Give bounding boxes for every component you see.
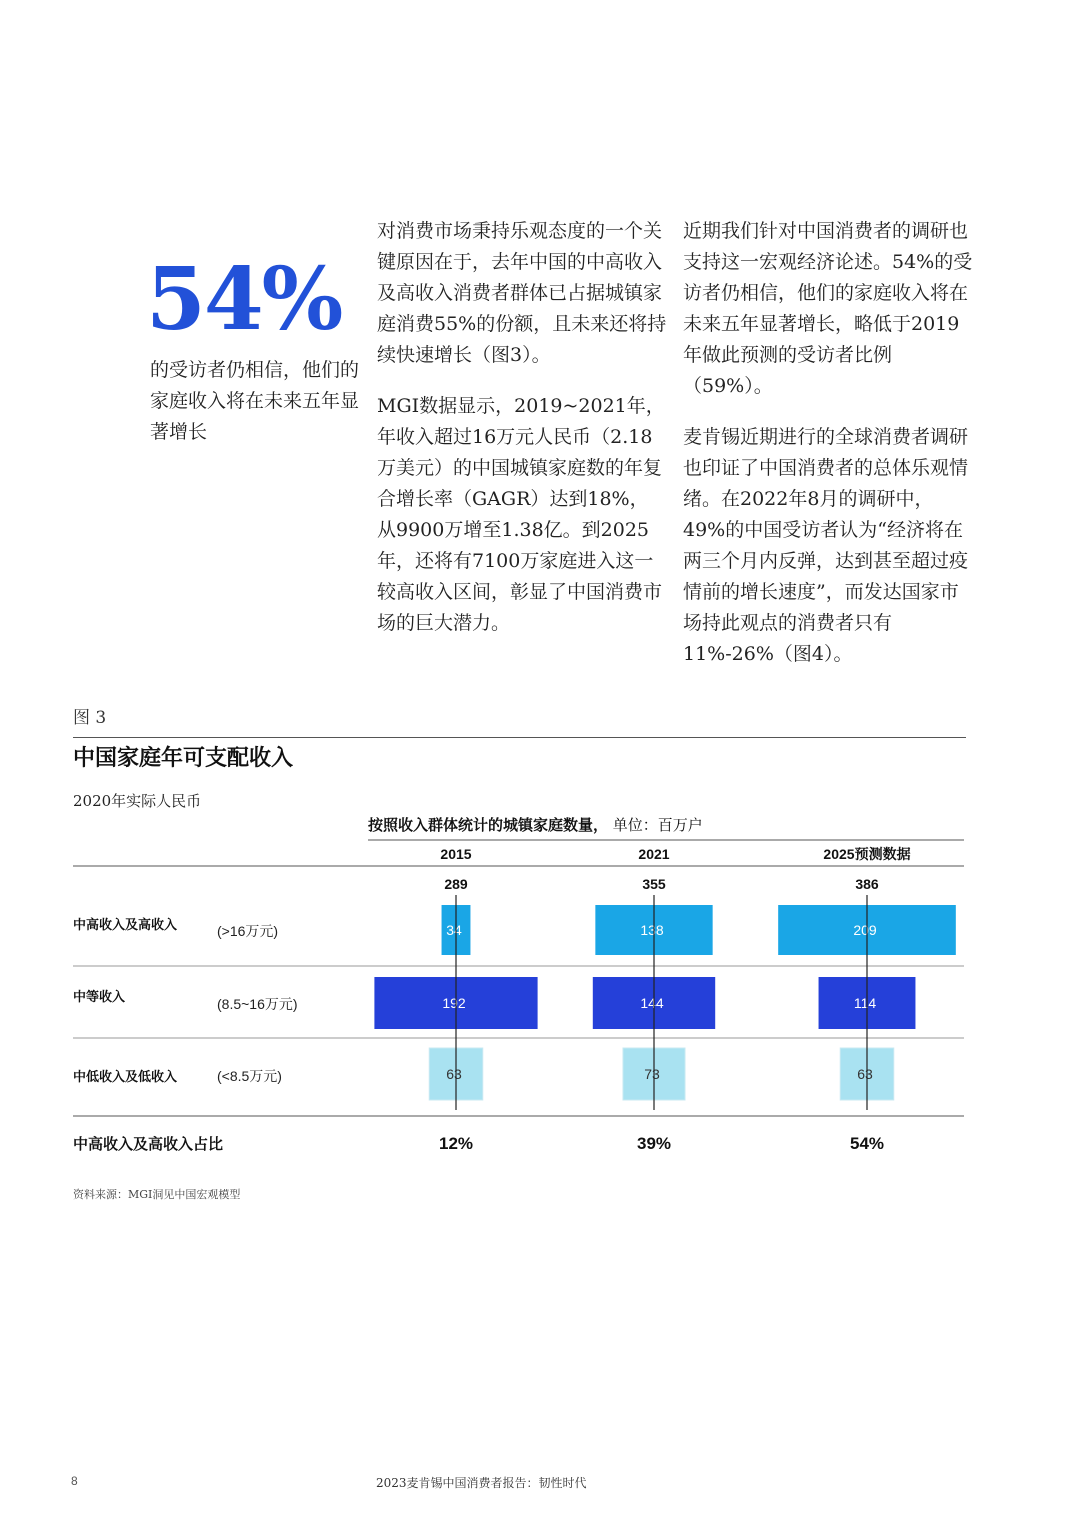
row-range-high: (>16万元) — [217, 923, 279, 939]
figure-subtitle: 2020年实际人民币 — [73, 792, 202, 810]
column-total: 355 — [642, 876, 666, 892]
stat-description: 的受访者仍相信，他们的家庭收入将在未来五年显著增长 — [150, 359, 360, 443]
row-label-middle: 中等收入 — [73, 990, 126, 1005]
bar-value-label: 138 — [640, 922, 664, 938]
share-value: 12% — [438, 1134, 474, 1153]
row-label-high: 中高收入及高收入 — [73, 918, 178, 933]
big-stat: 54% — [146, 249, 342, 350]
bar-value-label: 144 — [640, 995, 664, 1011]
column-header: 2021 — [638, 846, 670, 862]
bar-value-label: 34 — [446, 922, 462, 938]
column-total: 289 — [444, 876, 468, 892]
paragraph: MGI数据显示，2019~2021年，年收入超过16万元人民币（2.18万美元）的中国城镇家庭数的年复合增长率（GAGR）达到18%，从9900万增至1.38亿。到2025年，还将有7100万家庭进入这一较高收入区间，彰显了中国消费市场的巨大潜力。 — [377, 395, 665, 634]
row-label-low: 中低收入及低收入 — [73, 1070, 178, 1085]
row-range-low: (<8.5万元) — [217, 1068, 282, 1084]
paragraph: 对消费市场秉持乐观态度的一个关键原因在于，去年中国的中高收入及高收入消费者群体已占据城镇家庭消费55%的份额，且未来还将持续快速增长（图3）。 — [377, 220, 667, 366]
figure-label: 图 3 — [73, 708, 107, 728]
bar-value-label: 192 — [442, 995, 466, 1011]
chart-header-title: 按照收入群体统计的城镇家庭数量， — [368, 816, 609, 834]
chart-header-unit: 单位：百万户 — [612, 816, 703, 834]
bar-value-label: 209 — [853, 922, 877, 938]
source-note: 资料来源：MGI洞见中国宏观模型 — [73, 1188, 241, 1201]
page-number: 8 — [71, 1474, 78, 1488]
column-header: 2015 — [440, 846, 472, 862]
paragraph: 麦肯锡近期进行的全球消费者调研也印证了中国消费者的总体乐观情绪。在2022年8月的调研中，49%的中国受访者认为“经济将在两三个月内反弹，达到甚至超过疫情前的增长速度”，而发达国家市场持此观点的消费者只有11%-26%（图4）。 — [683, 426, 969, 665]
paragraph: 近期我们针对中国消费者的调研也支持这一宏观经济论述。54%的受访者仍相信，他们的家庭收入将在未来五年显著增长，略低于2019年做此预测的受访者比例（59%）。 — [683, 220, 973, 397]
bar-value-label: 63 — [446, 1066, 462, 1082]
bar-value-label: 73 — [644, 1066, 660, 1082]
bar-value-label: 63 — [857, 1066, 873, 1082]
share-value: 54% — [849, 1134, 885, 1153]
column-total: 386 — [855, 876, 879, 892]
figure-title: 中国家庭年可支配收入 — [73, 745, 294, 771]
share-row-label: 中高收入及高收入占比 — [73, 1135, 224, 1153]
column-header: 2025预测数据 — [823, 846, 911, 862]
share-value: 39% — [636, 1134, 672, 1153]
report-footer: 2023麦肯锡中国消费者报告：韧性时代 — [376, 1476, 587, 1490]
bar-value-label: 114 — [853, 995, 877, 1011]
row-range-middle: (8.5~16万元) — [217, 996, 298, 1012]
